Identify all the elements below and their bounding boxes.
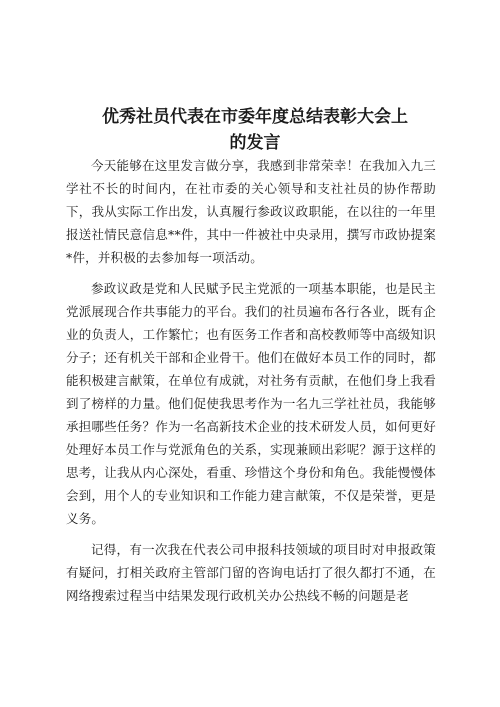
paragraph-3: 记得，有一次我在代表公司申报科技领域的项目时对申报政策有疑问，打相关政府主管部门留的咨询电话打了很久都打不通，在网络搜索过程当中结果发现行政机关办公热线不畅的问题是老 <box>66 542 436 603</box>
paragraph-2: 参政议政是党和人民赋予民主党派的一项基本职能，也是民主党派展现合作共事能力的平台。我们的社员遍布各行各业，既有企业的负责人，工作繁忙；也有医务工作者和高校教师等中高级知识分子；还有机关干部和企业骨干。他们在做好本员工作的同时，都能积极建言献策，在单位有成就，对社务有贡献，在他们身上我看到了榜样的力量。他们促使我思考作为一名九三学社社员，我能够承担哪些任务？作为一名高新技术企业的技术研发人员，如何更好处理好本员工作与党派角色的关系，实现兼顾出彩呢？源于这样的思考，让我从内心深处，看重、珍惜这个身份和角色。我能慢慢体会到，用个人的专业知识和工作能力建言献策，不仅是荣誉，更是义务。 <box>66 281 436 526</box>
paragraph-1: 今天能够在这里发言做分享，我感到非常荣幸！在我加入九三学社不长的时间内，在社市委的关心领导和支社社员的协作帮助下，我从实际工作出发，认真履行参政议政职能，在以往的一年里报送社情民意信息**件，其中一件被社中央录用，撰写市政协提案*件，并积极的去参加每一项活动。 <box>66 158 436 265</box>
document-body <box>66 154 436 613</box>
document-title: 优秀社员代表在市委年度总结表彰大会上的发言 <box>102 107 408 153</box>
